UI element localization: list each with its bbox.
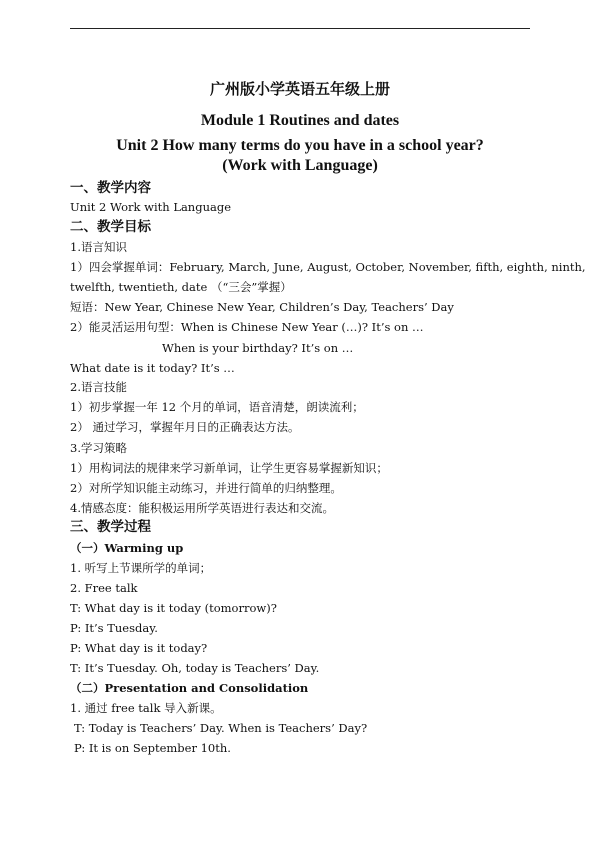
objective-line: 1）用构词法的规律来学习新单词，让学生更容易掌握新知识；	[70, 461, 388, 475]
unit-subtitle: (Work with Language)	[222, 157, 378, 174]
process-line: T: It’s Tuesday. Oh, today is Teachers’ Day.	[70, 661, 320, 675]
subsection-heading-warming-up: （一）Warming up	[70, 541, 184, 555]
objective-line: When is your birthday? It’s on …	[162, 341, 354, 355]
objective-line: 2）对所学知识能主动练习，并进行简单的归纳整理。	[70, 481, 342, 495]
section-heading-content: 一、教学内容	[70, 180, 151, 196]
objective-line: twelfth, twentieth, date （“三会”掌握）	[70, 280, 292, 294]
objective-line: What date is it today? It’s …	[70, 361, 235, 375]
process-line: P: It is on September 10th.	[74, 741, 231, 755]
process-line: T: Today is Teachers’ Day. When is Teachers’ Day?	[74, 721, 368, 735]
process-line: 1. 通过 free talk 导入新课。	[70, 701, 222, 715]
process-line: 2. Free talk	[70, 581, 138, 595]
objective-line: 2） 通过学习，掌握年月日的正确表达方法。	[70, 420, 300, 434]
objective-line: 1）初步掌握一年 12 个月的单词，语音清楚，朗读流利；	[70, 400, 364, 414]
objective-line: 1.语言知识	[70, 240, 127, 254]
objective-line: 4.情感态度：能积极运用所学英语进行表达和交流。	[70, 501, 334, 515]
process-line: P: What day is it today?	[70, 641, 208, 655]
header-rule	[70, 28, 530, 29]
content-line: Unit 2 Work with Language	[70, 200, 232, 214]
process-line: P: It’s Tuesday.	[70, 621, 158, 635]
objective-line: 1）四会掌握单词：February, March, June, August, October, November, fifth, eighth, ninth,	[70, 260, 586, 274]
unit-title: Unit 2 How many terms do you have in a school year?	[116, 137, 484, 154]
section-heading-objectives: 二、教学目标	[70, 219, 151, 235]
objective-line: 短语：New Year, Chinese New Year, Children’s Day, Teachers’ Day	[70, 300, 454, 314]
document-title-zh: 广州版小学英语五年级上册	[209, 80, 390, 98]
objective-line: 3.学习策略	[70, 441, 127, 455]
objective-line: 2）能灵活运用句型：When is Chinese New Year (…)? It’s on …	[70, 320, 424, 334]
module-title: Module 1 Routines and dates	[200, 112, 400, 129]
process-line: 1. 听写上节课所学的单词；	[70, 561, 212, 575]
process-line: T: What day is it today (tomorrow)?	[70, 601, 277, 615]
section-heading-process: 三、教学过程	[70, 519, 151, 535]
subsection-heading-presentation: （二）Presentation and Consolidation	[70, 681, 309, 695]
objective-line: 2.语言技能	[70, 380, 127, 394]
